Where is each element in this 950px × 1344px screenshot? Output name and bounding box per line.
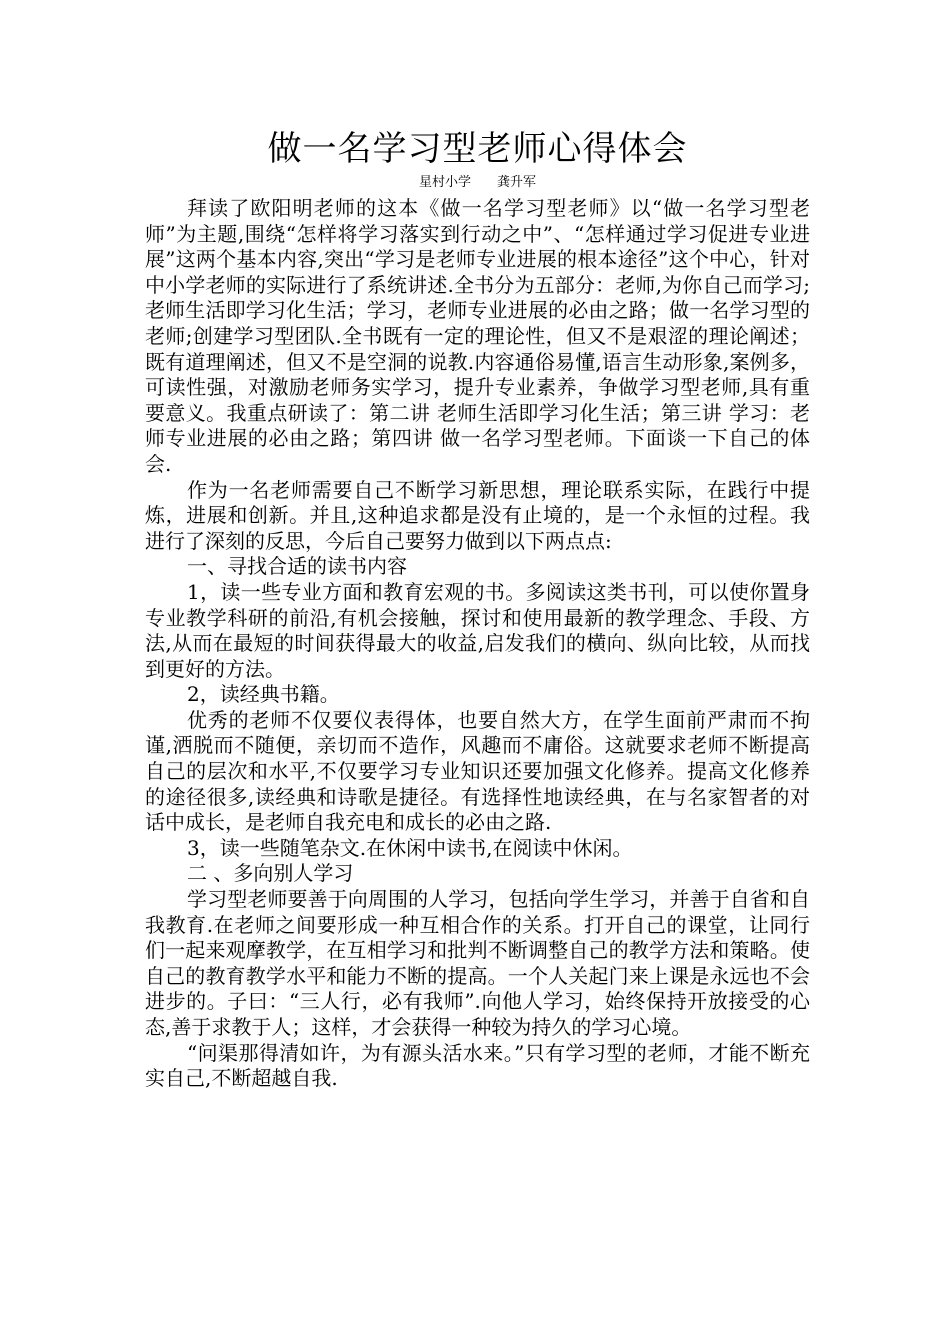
section-heading-reading: 一、寻找合适的读书内容 (187, 554, 407, 579)
paragraph-classics: 优秀的老师不仅要仪表得体，也要自然大方，在学生面前严肃而不拘谨,洒脱而不随便，亲切而不造作，风趣而不庸俗。这就要求老师不断提高自己的层次和水平,不仅要学习专业知识还要加强文化修养。提高文化修养的途径很多,读经典和诗歌是捷径。有选择性地读经典，在与名家智者的对话中成长，是老师自我充电和成长的必由之路. (145, 707, 810, 835)
document-body (145, 196, 810, 1092)
paragraph-intro: 拜读了欧阳明老师的这本《做一名学习型老师》以“做一名学习型老师”为主题,围绕“怎样将学习落实到行动之中”、“怎样通过学习促进专业进展”这两个基本内容,突出“学习是老师专业进展的根本途径”这个中心，针对中小学老师的实际进行了系统讲述.全书分为五部分：老师,为你自己而学习;老师生活即学习化生活；学习，老师专业进展的必由之路；做一名学习型的老师;创建学习型团队.全书既有一定的理论性，但又不是艰涩的理论阐述；既有道理阐述，但又不是空洞的说教.内容通俗易懂,语言生动形象,案例多，可读性强，对激励老师务实学习，提升专业素养，争做学习型老师,具有重要意义。我重点研读了：第二讲 老师生活即学习化生活；第三讲 学习：老师专业进展的必由之路；第四讲 做一名学习型老师。下面谈一下自己的体会. (145, 196, 810, 476)
paragraph-item-1: 1，读一些专业方面和教育宏观的书。多阅读这类书刊，可以使你置身专业教学科研的前沿,有机会接触，探讨和使用最新的教学理念、手段、方法,从而在最短的时间获得最大的收益,启发我们的横向、纵向比较，从而找到更好的方法。 (145, 579, 810, 681)
paragraph-reflection: 作为一名老师需要自己不断学习新思想，理论联系实际，在践行中提炼，进展和创新。并且,这种追求都是没有止境的，是一个永恒的过程。我进行了深刻的反思，今后自己要努力做到以下两点点: (145, 477, 810, 553)
document-page (145, 126, 810, 1092)
section-heading-learn-from-others: 二 、多向别人学习 (187, 861, 354, 886)
paragraph-item-3: 3，读一些随笔杂文.在休闲中读书,在阅读中休闲。 (187, 835, 633, 860)
document-title: 做一名学习型老师心得体会 (267, 129, 688, 169)
paragraph-learn-from-others: 学习型老师要善于向周围的人学习，包括向学生学习，并善于自省和自我教育.在老师之间要形成一种互相合作的关系。打开自己的课堂，让同行们一起来观摩教学，在互相学习和批判不断调整自己的教学方法和策略。使自己的教育教学水平和能力不断的提高。一个人关起门来上课是永远也不会进步的。子曰：“三人行，必有我师”.向他人学习，始终保持开放接受的心态,善于求教于人；这样，才会获得一种较为持久的学习心境。 (145, 887, 810, 1039)
author-byline: 星村小学 龚升军 (418, 175, 536, 190)
paragraph-conclusion: “问渠那得清如许，为有源头活水来。”只有学习型的老师，才能不断充实自己,不断超越自我. (145, 1040, 810, 1091)
paragraph-item-2: 2，读经典书籍。 (187, 682, 340, 707)
